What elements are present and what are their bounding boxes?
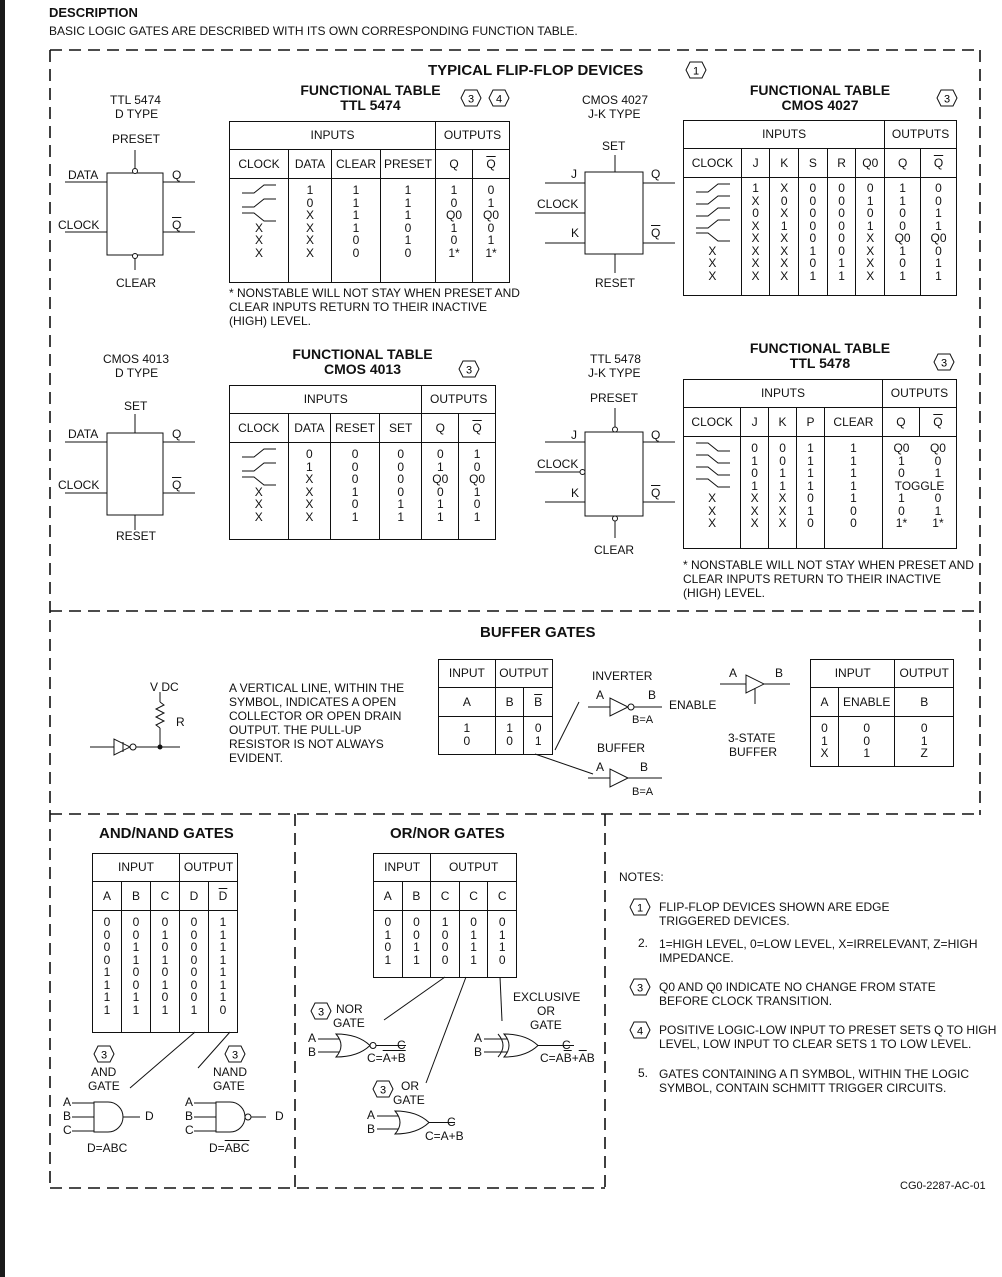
group-inputs: INPUTS	[684, 121, 885, 149]
ttl5478-table-title-2: TTL 5478	[789, 355, 851, 371]
and-pin-a: A	[63, 1095, 72, 1109]
col-header: ENABLE	[838, 688, 895, 717]
input-header: INPUT	[439, 660, 496, 688]
ttl5478-k-label: K	[571, 486, 580, 500]
nand-pin-a: A	[185, 1095, 194, 1109]
cmos4027-table-title-2: CMOS 4027	[781, 97, 859, 113]
b-column: 0 0 1 1 0 0 1 1	[132, 915, 140, 1017]
reset-column: 0 0 0 1 0 1	[351, 447, 359, 524]
buffer-pin-b: B	[640, 760, 649, 774]
note-badge-icon	[458, 360, 480, 378]
badge-text: 4	[636, 1025, 644, 1038]
badge-text: 3	[465, 364, 473, 377]
xor-label-1: EXCLUSIVE	[513, 990, 581, 1004]
cmos4013-qbar-label: $\overline{Q}$	[172, 478, 182, 492]
xor-a-bar: $\overline{A}$	[578, 1051, 587, 1065]
note-badge-icon	[629, 898, 651, 916]
clear-column: 1 1 1 1 0 0	[352, 183, 360, 260]
col-header: A	[93, 882, 122, 911]
description-text: BASIC LOGIC GATES ARE DESCRIBED WITH ITS OWN CORRESPONDING FUNCTION TABLE.	[49, 24, 578, 38]
clock-column: X X X	[708, 243, 717, 283]
buffer-description: A VERTICAL LINE, WITHIN THE SYMBOL, INDICATES A OPEN COLLECTOR OR OPEN DRAIN OUTPUT. THE PULL-UP RESISTOR IS NOT ALWAYS EVIDENT.	[229, 681, 405, 765]
clock-edge-icons	[694, 441, 734, 497]
xor-pin-a: A	[474, 1031, 483, 1045]
col-header: B	[402, 882, 431, 911]
nand-gate-icon	[194, 1098, 272, 1138]
inverter-equation	[632, 714, 653, 727]
k-column: X 0 X 1 X X X X	[780, 181, 789, 283]
input-header: INPUT	[811, 660, 895, 688]
col-header: A	[439, 688, 496, 717]
ttl5474-q-label: Q	[172, 168, 182, 182]
col-header: DATA	[288, 414, 331, 443]
ttl5474-clock-label: CLOCK	[58, 218, 100, 232]
cmos4027-q-label: Q	[651, 167, 661, 181]
ttl5474-footnote: * NONSTABLE WILL NOT STAY WHEN PRESET AND CLEAR INPUTS RETURN TO THEIR INACTIVE (HIGH) LEVEL.	[229, 286, 520, 328]
col-header: J	[741, 408, 769, 437]
note-5-num: 5.	[638, 1066, 649, 1080]
col-header: DATA	[289, 150, 332, 179]
col-header: C	[488, 882, 517, 911]
andnand-section-title: AND/NAND GATES	[99, 825, 234, 842]
xor-b-bar: $\overline{B}$	[563, 1051, 572, 1065]
qbar-column-2: 0 1 1*	[932, 491, 944, 530]
cmos4013-reset-label: RESET	[116, 529, 157, 543]
data-column: 1 0 X X X X	[305, 183, 314, 260]
a-column: 0 0 0 0 1 1 1 1	[103, 915, 111, 1017]
ornor-section-title: OR/NOR GATES	[390, 825, 505, 842]
col-header: SET	[379, 414, 421, 443]
nand-label-2: GATE	[213, 1079, 245, 1093]
badge-text: 4	[495, 93, 503, 106]
qbar-column: Q0 0 1	[929, 441, 946, 480]
output-header: OUTPUT	[431, 854, 517, 882]
b-column: 1 0	[506, 721, 513, 748]
clear-column: 1 1 1 1 1 0 0	[850, 441, 857, 530]
group-outputs: OUTPUTS	[882, 380, 956, 408]
col-header: PRESET	[381, 150, 436, 179]
cmos4027-set-label: SET	[602, 139, 626, 153]
notes-title: NOTES:	[619, 870, 664, 884]
cmos4027-type: J-K TYPE	[588, 107, 641, 121]
col-header: CLEAR	[332, 150, 381, 179]
cmos4013-table-title-2: CMOS 4013	[323, 361, 402, 377]
nor-equation: C=A+B	[367, 1051, 406, 1065]
enable-column: 0 0 1	[863, 721, 871, 760]
nor-label-2: GATE	[333, 1016, 365, 1030]
cmos4027-k-label: K	[571, 226, 580, 240]
tristate-buffer-icon	[720, 672, 800, 716]
nand-label-1: NAND	[213, 1065, 248, 1079]
a-column: 0 1 0 1	[384, 915, 392, 967]
note-badge-icon	[224, 1045, 246, 1063]
col-header: J	[741, 149, 770, 178]
ttl5478-j-label: J	[571, 428, 577, 442]
b-column: 0 1 Z	[920, 721, 928, 760]
ttl5474-qbar-label: $\overline{Q}$	[172, 218, 182, 232]
ttl5478-symbol	[535, 405, 680, 540]
badge-text: 3	[317, 1006, 325, 1019]
bbar-column: 0 1	[534, 721, 542, 748]
ttl5478-clock-label: CLOCK	[537, 457, 579, 471]
buffer-table-2	[810, 659, 954, 767]
clock-column: X X X	[254, 220, 263, 260]
or-label-1: OR	[401, 1079, 419, 1093]
col-header: K	[770, 149, 799, 178]
xor-label-3: GATE	[530, 1018, 562, 1032]
and-pin-d: D	[145, 1109, 154, 1123]
group-inputs: INPUTS	[230, 122, 436, 150]
and-gate-icon	[72, 1098, 144, 1138]
xor-pin-b: B	[474, 1045, 483, 1059]
col-header: CLOCK	[684, 149, 742, 178]
group-outputs: OUTPUTS	[885, 121, 957, 149]
note-1: FLIP-FLOP DEVICES SHOWN ARE EDGE TRIGGERED DEVICES.	[659, 900, 890, 928]
ttl5478-qbar-label: $\overline{Q}$	[651, 486, 661, 500]
col-header: $\overline{Q}$	[921, 149, 957, 178]
a-column: 0 1 X	[820, 721, 829, 760]
output-header: OUTPUT	[495, 660, 552, 688]
q-column: 1 0 Q0 1 0 1*	[445, 183, 462, 260]
clock-edge-icons	[694, 182, 734, 246]
j-column: 0 1 0 1 X X X	[750, 441, 759, 530]
p-column: 1 1 1 1 0 1 0	[807, 441, 814, 530]
b-column: 0 0 1 1	[413, 915, 420, 967]
ttl5474-table-title	[298, 83, 443, 113]
or-pin-c: C	[447, 1115, 456, 1129]
col-header: R	[827, 149, 856, 178]
q-column: Q0 1 0	[893, 441, 910, 480]
tristate-label-1: 3-STATE	[728, 731, 776, 745]
ttl5474-device: TTL 5474	[110, 93, 161, 107]
inverter-icon	[588, 695, 668, 719]
clock-edge-icons	[240, 447, 280, 487]
q-column-2: 1 0 1*	[895, 491, 908, 530]
and-pin-b: B	[63, 1109, 72, 1123]
cmos4027-j-label: J	[571, 167, 577, 181]
ttl5474-clear-label: CLEAR	[116, 276, 157, 290]
buffer-section-title: BUFFER GATES	[480, 624, 596, 641]
col-header: RESET	[331, 414, 380, 443]
inverter-eq-text: B=A	[632, 714, 654, 726]
or-pin-a: A	[367, 1108, 376, 1122]
note-badge-icon	[460, 89, 482, 107]
note-badge-icon	[488, 89, 510, 107]
cmos4013-device: CMOS 4013	[103, 352, 170, 366]
ttl5478-footnote: * NONSTABLE WILL NOT STAY WHEN PRESET AND CLEAR INPUTS RETURN TO THEIR INACTIVE (HIGH) LEVEL.	[683, 558, 974, 600]
s-column: 0 0 0 0 0 1 0 1	[809, 181, 817, 283]
cmos4027-table-title-1: FUNCTIONAL TABLE	[749, 82, 891, 98]
cmos4013-set-label: SET	[124, 399, 148, 413]
k-column: 0 0 1 1 X X X	[778, 441, 787, 530]
tristate-pin-a: A	[729, 666, 738, 680]
cmos4013-table-title	[290, 347, 435, 377]
col-header: B	[495, 688, 524, 717]
qbar-column: 0 0 1 1 Q0 0 1 1	[930, 181, 947, 283]
inverter-pin-a: A	[596, 688, 605, 702]
ttl5478-table	[683, 379, 957, 549]
resistor-label: R	[176, 715, 185, 729]
col-header: $\overline{Q}$	[919, 408, 956, 437]
badge-text: 3	[636, 982, 644, 995]
note-4: POSITIVE LOGIC-LOW INPUT TO PRESET SETS Q TO HIGH LEVEL, LOW INPUT TO CLEAR SETS 1 TO LOW LEVEL.	[659, 1023, 997, 1051]
output-header: OUTPUT	[180, 854, 238, 882]
note-2: 1=HIGH LEVEL, 0=LOW LEVEL, X=IRRELEVANT, Z=HIGH IMPEDANCE.	[659, 937, 978, 965]
vdc-label: V DC	[150, 680, 179, 694]
enable-label: ENABLE	[669, 698, 717, 712]
inverter-label: INVERTER	[592, 669, 653, 683]
badge-text: 3	[467, 93, 475, 106]
nand-pin-b: B	[185, 1109, 194, 1123]
col-header: C	[459, 882, 488, 911]
col-header: Q	[436, 150, 473, 179]
note-badge-icon	[685, 61, 707, 79]
note-badge-icon	[93, 1045, 115, 1063]
note-badge-icon	[372, 1080, 394, 1098]
note-badge-icon	[629, 978, 651, 996]
badge-text: 3	[940, 357, 948, 370]
group-outputs: OUTPUTS	[436, 122, 510, 150]
flipflop-section-title: TYPICAL FLIP-FLOP DEVICES	[428, 62, 644, 79]
badge-text: 1	[692, 65, 700, 78]
cmos4027-table	[683, 120, 957, 296]
col-header: Q	[885, 149, 921, 178]
input-header: INPUT	[374, 854, 431, 882]
toggle-label: TOGGLE	[894, 478, 945, 493]
note-2-num: 2.	[638, 936, 649, 950]
cmos4013-q-label: Q	[172, 427, 182, 441]
note-5: GATES CONTAINING A Π SYMBOL, WITHIN THE LOGIC SYMBOL, CONTAIN SCHMITT TRIGGER CIRCUITS.	[659, 1067, 970, 1095]
col-header: A	[374, 882, 403, 911]
badge-text: 3	[379, 1084, 387, 1097]
input-header: INPUT	[93, 854, 180, 882]
clock-column: X X X	[708, 491, 717, 530]
nor-label-1: NOR	[336, 1002, 363, 1016]
clock-column: X X X	[254, 484, 263, 524]
figure-id: CG0-2287-AC-01	[900, 1180, 986, 1192]
badge-text: 3	[231, 1049, 239, 1062]
col-header: A	[811, 688, 839, 717]
col-header: Q	[882, 408, 919, 437]
ornor-table	[373, 853, 517, 978]
cmos4013-table	[229, 385, 496, 540]
col-header: D	[180, 882, 209, 911]
nor-pin-c: C	[397, 1038, 406, 1052]
ttl5478-device: TTL 5478	[590, 352, 641, 366]
note-badge-icon	[936, 89, 958, 107]
j-column: 1 X 0 X X X X X	[751, 181, 760, 283]
dbar-column: 1 1 1 1 1 1 1 0	[219, 915, 227, 1017]
and-label-2: GATE	[88, 1079, 120, 1093]
col-header: CLEAR	[824, 408, 882, 437]
ttl5474-table-title-1: FUNCTIONAL TABLE	[300, 82, 441, 98]
qbar-column: 1 0 Q0 1 0 1	[469, 447, 486, 524]
cmos4013-clock-label: CLOCK	[58, 478, 100, 492]
buffer-icon	[588, 766, 668, 790]
ttl5478-table-title-1: FUNCTIONAL TABLE	[749, 340, 891, 356]
buffer-label: BUFFER	[597, 741, 645, 755]
preset-column: 1 1 1 0 1 0	[404, 183, 412, 260]
ttl5478-q-label: Q	[651, 428, 661, 442]
ttl5478-type: J-K TYPE	[588, 366, 641, 380]
ttl5474-data-label: DATA	[68, 168, 99, 182]
xor-label-2: OR	[537, 1004, 555, 1018]
ttl5474-symbol	[55, 145, 200, 270]
col-header: Q0	[856, 149, 885, 178]
col-header: K	[769, 408, 797, 437]
or-label-2: GATE	[393, 1093, 425, 1107]
d-column: 0 0 0 0 0 0 0 1	[190, 915, 198, 1017]
xor-pin-c: C	[562, 1038, 571, 1052]
note-3: Q0 AND Q0 INDICATE NO CHANGE FROM STATE BEFORE CLOCK TRANSITION.	[659, 980, 936, 1008]
qbar-column: 0 1 Q0 0 1 1*	[482, 183, 499, 260]
col-header: B	[122, 882, 151, 911]
c-column: 0 1 0 1 0 1 0 1	[161, 915, 169, 1017]
group-inputs: INPUTS	[684, 380, 883, 408]
tristate-pin-b: B	[775, 666, 784, 680]
or-pin-b: B	[367, 1122, 376, 1136]
set-column: 0 0 0 0 1 1	[397, 447, 405, 524]
and-pin-c: C	[63, 1123, 72, 1137]
col-header: C	[431, 882, 460, 911]
cmos4013-type: D TYPE	[115, 366, 159, 380]
cmos4027-clock-label: CLOCK	[537, 197, 579, 211]
nor-eq-text: A+B	[382, 1051, 406, 1065]
description-heading: DESCRIPTION	[49, 5, 138, 20]
and-label-1: AND	[91, 1065, 117, 1079]
col-header: Q	[422, 414, 459, 443]
col-header: CLOCK	[230, 150, 289, 179]
buffer-pin-a: A	[596, 760, 605, 774]
c2-column: 0 1 1 1	[470, 915, 477, 967]
badge-text: 3	[943, 93, 951, 106]
cmos4027-table-title	[745, 83, 895, 113]
or-equation: C=A+B	[425, 1129, 464, 1143]
nor-pin-b: B	[308, 1045, 317, 1059]
q-column: 1 1 0 0 Q0 1 0 1	[894, 181, 911, 283]
q-column: 0 1 Q0 0 1 1	[432, 447, 449, 524]
data-column: 0 1 X X X X	[305, 447, 314, 524]
cmos4027-device: CMOS 4027	[582, 93, 649, 107]
col-header: $\overline{Q}$	[459, 414, 496, 443]
clock-edge-icons	[240, 183, 280, 223]
c1-column: 1 0 0 0	[441, 915, 449, 967]
col-header: P	[797, 408, 825, 437]
note-badge-icon	[310, 1002, 332, 1020]
badge-text: 1	[636, 902, 644, 915]
col-header: $\overline{Q}$	[473, 150, 510, 179]
buffer-equation: B=A	[632, 786, 654, 798]
nand-pin-c: C	[185, 1123, 194, 1137]
cmos4013-data-label: DATA	[68, 427, 99, 441]
col-header: $\overline{B}$	[524, 688, 553, 717]
col-header: $\overline{D}$	[209, 882, 238, 911]
note-badge-icon	[629, 1021, 651, 1039]
a-column: 1 0	[463, 721, 471, 748]
and-equation: D=ABC	[87, 1141, 128, 1155]
andnand-table	[92, 853, 238, 1033]
note-badge-icon	[933, 353, 955, 371]
col-header: S	[799, 149, 828, 178]
q0-column: 0 1 0 1 X X X X	[866, 181, 875, 283]
nor-pin-a: A	[308, 1031, 317, 1045]
tristate-label-2: BUFFER	[729, 745, 777, 759]
badge-text: 3	[100, 1049, 108, 1062]
col-header: B	[895, 688, 954, 717]
c3-column: 0 1 1 0	[498, 915, 506, 967]
cmos4027-reset-label: RESET	[595, 276, 636, 290]
inverter-pin-b: B	[648, 688, 657, 702]
nand-eq-text: $\overline{ABC}$	[224, 1141, 250, 1155]
ttl5474-type: D TYPE	[115, 107, 159, 121]
group-outputs: OUTPUTS	[422, 386, 496, 414]
ttl5474-table	[229, 121, 510, 283]
r-column: 0 0 0 0 0 0 1 1	[838, 181, 845, 283]
ttl5474-preset-label: PRESET	[112, 132, 161, 146]
nand-equation: $D=\overline{ABC}$	[209, 1141, 250, 1155]
xor-equation: $C=A\overline{B}+\overline{A}B$	[540, 1051, 595, 1065]
open-collector-inverter-symbol	[90, 690, 180, 760]
nand-pin-d: D	[275, 1109, 284, 1123]
cmos4027-qbar-label: $\overline{Q}$	[651, 226, 661, 240]
col-header: CLOCK	[684, 408, 741, 437]
ttl5478-clear-label: CLEAR	[594, 543, 635, 557]
cmos4013-table-title-1: FUNCTIONAL TABLE	[292, 346, 433, 362]
output-header: OUTPUT	[895, 660, 954, 688]
group-inputs: INPUTS	[230, 386, 422, 414]
ttl5474-table-title-2: TTL 5474	[340, 97, 401, 113]
col-header: C	[151, 882, 180, 911]
ttl5478-table-title	[745, 341, 895, 371]
col-header: CLOCK	[230, 414, 289, 443]
ttl5478-preset-label: PRESET	[590, 391, 639, 405]
